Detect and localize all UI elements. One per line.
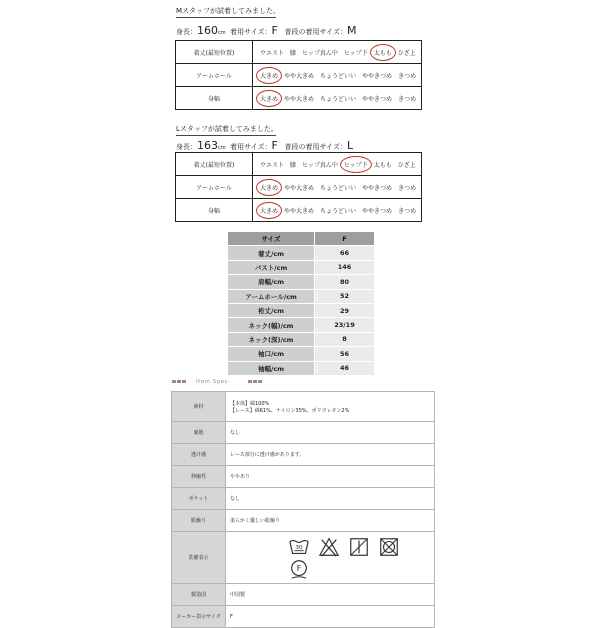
fit-row — [176, 87, 422, 110]
fit-option: ややきつめ — [362, 95, 393, 103]
fit-option: ややきつめ — [362, 207, 393, 215]
staff-m-title: Mスタッフが試着してみました。 — [176, 7, 281, 15]
dry-clean-f-icon — [288, 558, 310, 580]
fit-option-selected: 大きめ — [260, 95, 279, 103]
spec-value-line: 柔らかく優しい肌触り — [230, 518, 281, 524]
spec-value — [226, 584, 435, 606]
fit-option: ヒップ下 — [343, 49, 368, 57]
spec-value-line: レース部分に透け感があります。 — [230, 452, 305, 458]
fit-option: ややきつめ — [362, 72, 393, 80]
fit-row — [176, 153, 422, 176]
spec-value — [226, 466, 435, 488]
spec-row — [172, 584, 435, 606]
spec-row — [172, 510, 435, 532]
size-row — [228, 347, 375, 361]
spec-value — [226, 488, 435, 510]
staff-l-fit-table — [175, 152, 422, 222]
fit-option: ややきつめ — [362, 184, 393, 192]
size-row — [228, 289, 375, 303]
fit-option-selected: 大きめ — [260, 184, 279, 192]
fit-option-selected: ヒップ下 — [343, 161, 368, 169]
size-row — [228, 246, 375, 260]
svg-text:F: F — [296, 562, 302, 573]
spec-key: 裏地 — [172, 422, 226, 444]
fit-option: ヒップ真ん中 — [302, 49, 338, 57]
size-label-cell: バスト/cm — [228, 260, 315, 274]
spec-row — [172, 444, 435, 466]
fit-option: やや大きめ — [284, 72, 315, 80]
size-label-cell: 裄丈/cm — [228, 303, 315, 317]
spec-key: ポケット — [172, 488, 226, 510]
size-row — [228, 260, 375, 274]
spec-row — [172, 606, 435, 628]
size-row — [228, 303, 375, 317]
size-header-row — [228, 232, 375, 246]
size-row — [228, 361, 375, 375]
fit-option: きつめ — [398, 184, 417, 192]
fit-option: 太もも — [373, 161, 392, 169]
fit-row-options — [253, 41, 422, 64]
spec-header — [172, 379, 263, 385]
fit-option-selected: 大きめ — [260, 207, 279, 215]
spec-value-line: 中国製 — [230, 592, 246, 598]
spec-header-mark-icon — [172, 380, 176, 383]
fit-row-label: 身幅 — [176, 199, 253, 222]
fit-option: きつめ — [398, 95, 417, 103]
fit-option: ちょうどいい — [320, 184, 357, 192]
fit-option: ちょうどいい — [320, 95, 357, 103]
size-row — [228, 275, 375, 289]
spec-value — [226, 606, 435, 628]
size-header-cell: F — [315, 232, 375, 246]
size-label-cell: 袖口/cm — [228, 347, 315, 361]
size-row — [228, 332, 375, 346]
spec-value-line: なし — [230, 496, 241, 502]
size-label-cell: ネック(幅)/cm — [228, 318, 315, 332]
fit-option: ちょうどいい — [320, 207, 357, 215]
spec-table — [171, 391, 435, 628]
size-table — [227, 231, 375, 376]
staff-l-info: 身長：163cm 着用サイズ：F 普段の着用サイズ：L — [176, 139, 354, 152]
spec-value — [226, 532, 435, 584]
size-value-cell: 146 — [315, 260, 375, 274]
fit-row — [176, 41, 422, 64]
size-value-cell: 23/19 — [315, 318, 375, 332]
spec-value-line: なし — [230, 430, 241, 436]
spec-row — [172, 488, 435, 510]
fit-row-label: 着丈(最短位置) — [176, 41, 253, 64]
fit-option: ひざ上 — [397, 49, 416, 57]
staff-l-title: Lスタッフが試着してみました。 — [176, 125, 278, 133]
size-row — [228, 318, 375, 332]
wash-tub-30-icon — [288, 536, 310, 558]
size-value-cell: 52 — [315, 289, 375, 303]
hang-dry-icon — [348, 536, 370, 558]
fit-option: やや大きめ — [284, 207, 315, 215]
fit-row-options — [253, 153, 422, 176]
size-label-cell: アームホール/cm — [228, 289, 315, 303]
fit-row-options — [253, 176, 422, 199]
fit-row — [176, 176, 422, 199]
fit-row — [176, 199, 422, 222]
spec-title: Item Spec. — [196, 379, 231, 385]
staff-m-fit-table — [175, 40, 422, 110]
spec-value-line: 【レース】綿61%、ナイロン35%、ポリウレタン2% — [230, 407, 350, 414]
fit-row-label: アームホール — [176, 176, 253, 199]
size-value-cell: 80 — [315, 275, 375, 289]
size-header-cell: サイズ — [228, 232, 315, 246]
size-value-cell: 29 — [315, 303, 375, 317]
spec-key: 透け感 — [172, 444, 226, 466]
fit-option: 膝 — [290, 161, 297, 169]
fit-option: 膝 — [290, 49, 297, 57]
fit-option-selected: 太もも — [373, 49, 392, 57]
fit-row-options — [253, 199, 422, 222]
fit-option: やや大きめ — [284, 95, 315, 103]
spec-key: 伸縮性 — [172, 466, 226, 488]
fit-row-label: 身幅 — [176, 87, 253, 110]
spec-row — [172, 422, 435, 444]
fit-row-label: アームホール — [176, 64, 253, 87]
fit-option: ひざ上 — [397, 161, 416, 169]
spec-value — [226, 392, 435, 422]
fit-row-options — [253, 64, 422, 87]
fit-row-label: 着丈(最短位置) — [176, 153, 253, 176]
spec-value-line: 【本体】綿100% — [230, 400, 270, 407]
size-label-cell: 着丈/cm — [228, 246, 315, 260]
care-icons — [230, 536, 434, 580]
spec-key: 製造国 — [172, 584, 226, 606]
no-tumble-dry-icon — [378, 536, 400, 558]
fit-option: ウエスト — [260, 161, 285, 169]
spec-key: 素材 — [172, 392, 226, 422]
no-bleach-icon — [318, 536, 340, 558]
fit-option: ちょうどいい — [320, 72, 357, 80]
spec-value — [226, 510, 435, 532]
size-value-cell: 46 — [315, 361, 375, 375]
spec-row — [172, 392, 435, 422]
size-value-cell: 66 — [315, 246, 375, 260]
spec-value — [226, 422, 435, 444]
fit-option: やや大きめ — [284, 184, 315, 192]
fit-option-selected: 大きめ — [260, 72, 279, 80]
staff-m-title-underline — [176, 17, 276, 18]
size-label-cell: 肩幅/cm — [228, 275, 315, 289]
spec-value — [226, 444, 435, 466]
fit-option: きつめ — [398, 207, 417, 215]
staff-l-title-underline — [176, 135, 276, 136]
spec-key: メーカー表示サイズ — [172, 606, 226, 628]
spec-key: 洗濯表示 — [172, 532, 226, 584]
size-value-cell: 56 — [315, 347, 375, 361]
spec-key: 肌触り — [172, 510, 226, 532]
size-value-cell: 8 — [315, 332, 375, 346]
spec-row — [172, 466, 435, 488]
spec-row — [172, 532, 435, 584]
fit-row — [176, 64, 422, 87]
size-label-cell: ネック(深)/cm — [228, 332, 315, 346]
fit-option: きつめ — [398, 72, 417, 80]
size-label-cell: 袖幅/cm — [228, 361, 315, 375]
fit-row-options — [253, 87, 422, 110]
fit-option: ヒップ真ん中 — [302, 161, 338, 169]
spec-value-line: F — [230, 613, 233, 620]
spec-value-line: ややあり — [230, 474, 251, 480]
fit-option: ウエスト — [260, 49, 285, 57]
staff-m-info: 身長：160cm 着用サイズ：F 普段の着用サイズ：M — [176, 24, 357, 37]
svg-text:30: 30 — [295, 544, 303, 551]
